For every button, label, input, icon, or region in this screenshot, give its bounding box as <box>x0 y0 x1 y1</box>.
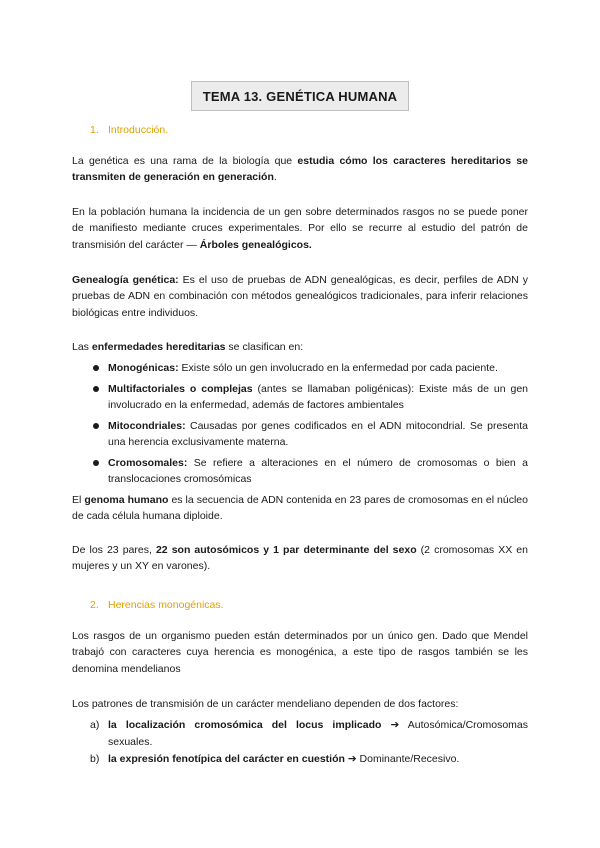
text-run: De los 23 pares, <box>72 543 156 556</box>
text-run: La genética es una rama de la biología que <box>72 154 298 167</box>
list-marker: b) <box>90 753 100 765</box>
bullet-icon <box>93 386 99 392</box>
factors-list <box>72 717 528 769</box>
bullet-icon <box>93 460 99 466</box>
paragraph-intro-definition <box>72 153 528 186</box>
bold-text-run: genoma humano <box>84 493 169 506</box>
list-item <box>72 751 528 768</box>
text-run: El <box>72 493 85 506</box>
bold-text-run: enfermedades hereditarias <box>91 340 226 353</box>
bold-text-run: Monogénicas: <box>108 362 179 374</box>
bold-text-run: Mitocondriales: <box>108 419 186 432</box>
paragraph-enfermedades-intro <box>72 339 528 356</box>
text-run: Existe sólo un gen involucrado en la enfermedad por cada paciente. <box>178 362 498 374</box>
section-number: 2. <box>90 599 99 611</box>
text-run: ➔ Dominante/Recesivo. <box>344 753 460 765</box>
text-run: es la secuencia de ADN contenida en 23 pares de cromosomas en el núcleo de cada célula humana diploide. <box>72 493 528 522</box>
list-item <box>72 360 528 377</box>
text-run: Es el uso de pruebas de ADN genealógicas, es decir, perfiles de ADN y pruebas de ADN en combinación con métodos genealógicos tradicionales, para inferir relaciones biológicas entre individuos. <box>72 273 528 319</box>
list-item <box>72 455 528 488</box>
text-run: Autosómica/Cromosomas sexuales. <box>108 719 528 748</box>
list-item <box>72 381 528 414</box>
text-run: Las <box>72 340 92 353</box>
page-title <box>191 81 409 111</box>
paragraph-genoma-humano <box>72 492 528 525</box>
bold-text-run: Genealogía genética: <box>72 273 179 286</box>
section-number: 1. <box>90 124 99 136</box>
bullet-icon <box>93 423 99 429</box>
list-item <box>72 418 528 451</box>
paragraph-patrones-transmision <box>72 696 528 713</box>
bullet-icon <box>93 365 99 371</box>
text-run: Los patrones de transmisión de un carácter mendeliano dependen de dos factores: <box>72 697 459 710</box>
text-run: Se refiere a alteraciones en el número de cromosomas o bien a translocaciones cromosómicas <box>108 456 528 485</box>
text-run: se clasifican en: <box>225 340 304 353</box>
bold-text-run: estudia cómo los caracteres hereditarios se transmiten de generación en generación <box>72 154 528 183</box>
bold-text-run: la expresión fenotípica del carácter en cuestión <box>108 753 345 765</box>
bold-text-run: 22 son autosómicos y 1 par determinante del sexo <box>155 543 417 556</box>
text-run: Los rasgos de un organismo pueden están determinados por un único gen. Dado que Mendel trabajó con caracteres cuya herencia es monogénica, a este tipo de rasgos también se les denomina mendelianos <box>72 629 528 675</box>
paragraph-pares-cromosomas <box>72 542 528 575</box>
text-run: . <box>273 171 277 183</box>
list-marker: a) <box>90 719 100 731</box>
text-run: Causadas por genes codificados en el ADN mitocondrial. Se presenta una herencia exclusivamente materna. <box>108 419 528 448</box>
text-run: En la población humana la incidencia de un gen sobre determinados rasgos no se puede poner de manifiesto mediante cruces experimentales. Por ello se recurre al estudio del patrón de transmisión del carácter — <box>72 205 528 251</box>
bold-text-run: Árboles genealógicos. <box>199 238 312 251</box>
section-heading-herencias <box>90 599 224 611</box>
bold-text-run: Multifactoriales o complejas <box>108 382 253 395</box>
paragraph-rasgos-mendelianos <box>72 628 528 678</box>
disease-classification-list <box>72 360 528 492</box>
section-heading-introduccion <box>90 124 168 136</box>
list-item <box>72 717 528 750</box>
section-label: Herencias monogénicas. <box>108 599 224 611</box>
bold-text-run: Cromosomales: <box>108 456 188 469</box>
bold-text-run: la localización cromosómica del locus implicado ➔ <box>108 719 400 731</box>
text-run: (antes se llamaban poligénicas): Existe más de un gen involucrado en la enfermedad, además de factores ambientales <box>108 382 528 411</box>
page-title-text: TEMA 13. GENÉTICA HUMANA <box>202 88 398 104</box>
paragraph-genealogia-genetica <box>72 272 528 322</box>
paragraph-human-population <box>72 204 528 254</box>
text-run: (2 cromosomas XX en mujeres y un XY en varones). <box>72 543 528 572</box>
section-label: Introducción. <box>108 124 169 136</box>
